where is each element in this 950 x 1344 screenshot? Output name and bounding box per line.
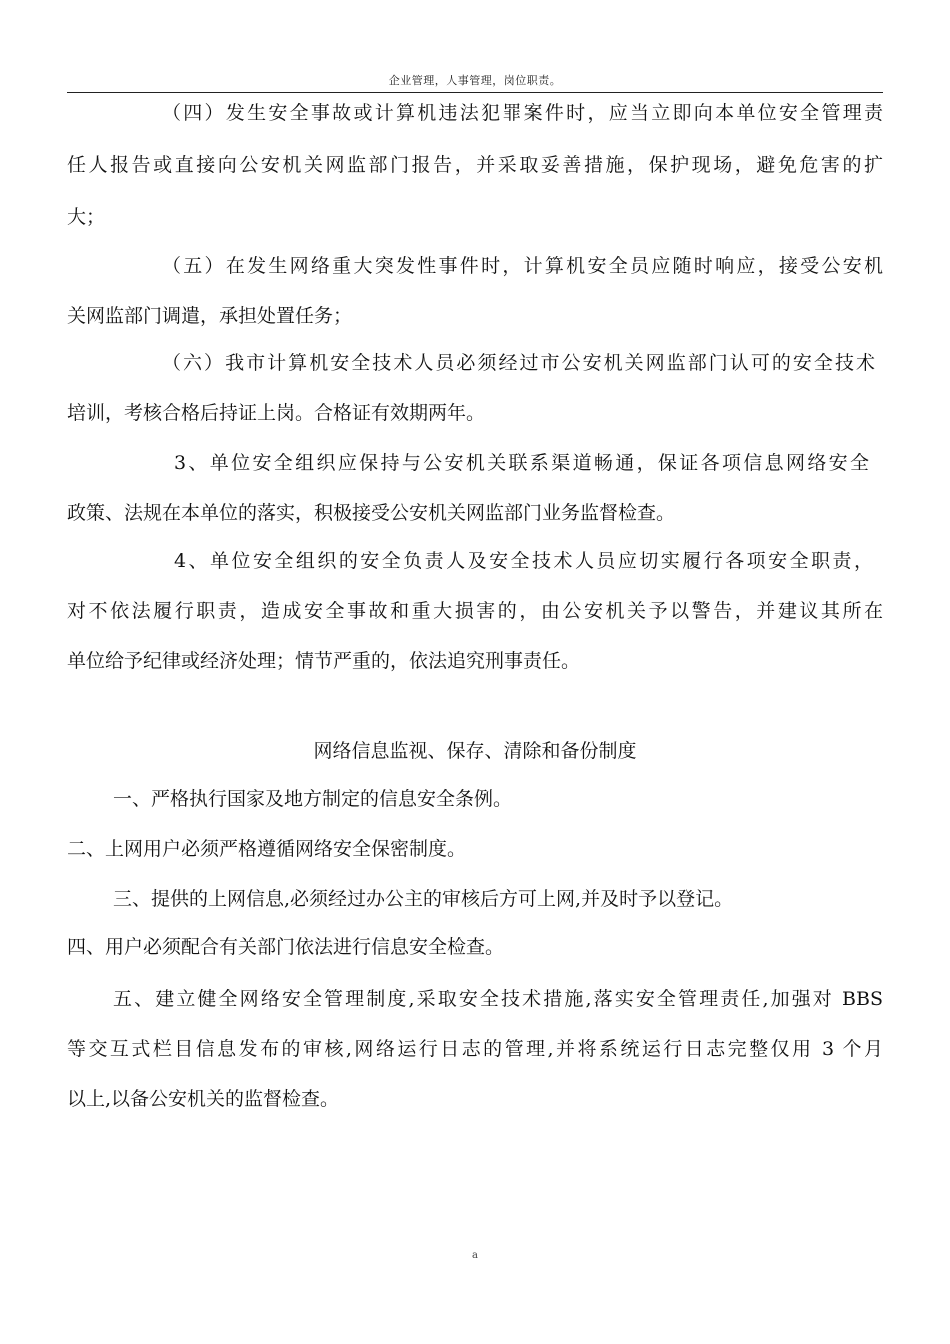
section-item-2: 二、上网用户必须严格遵循网络安全保密制度。 (67, 838, 467, 860)
paragraph-3-line-1: 3、单位安全组织应保持与公安机关联系渠道畅通，保证各项信息网络安全 (174, 452, 869, 474)
paragraph-5-line-2: 关网监部门调遣，承担处置任务； (67, 305, 353, 327)
paragraph-4-num-line-3: 单位给予纪律或经济处理；情节严重的，依法追究刑事责任。 (67, 650, 581, 672)
paragraph-3-line-2: 政策、法规在本单位的落实，积极接受公安机关网监部门业务监督检查。 (67, 502, 676, 524)
section-item-3: 三、提供的上网信息,必须经过办公主的审核后方可上网,并及时予以登记。 (113, 888, 734, 910)
paragraph-4-line-2: 任人报告或直接向公安机关网监部门报告，并采取妥善措施，保护现场，避免危害的扩 (67, 154, 883, 176)
paragraph-6-line-2: 培训，考核合格后持证上岗。合格证有效期两年。 (67, 402, 486, 424)
section-item-1: 一、严格执行国家及地方制定的信息安全条例。 (113, 788, 513, 810)
section-title: 网络信息监视、保存、清除和备份制度 (313, 740, 637, 762)
paragraph-4-line-3: 大； (67, 206, 106, 228)
paragraph-5-line-1: （五）在发生网络重大突发性事件时，计算机安全员应随时响应，接受公安机 (162, 255, 883, 277)
page-header: 企业管理，人事管理，岗位职责。 (388, 74, 562, 87)
document-body (67, 0, 883, 1344)
section-item-5-line-3: 以上,以备公安机关的监督检查。 (67, 1088, 340, 1110)
paragraph-4-num-line-2: 对不依法履行职责，造成安全事故和重大损害的，由公安机关予以警告，并建议其所在 (67, 600, 883, 622)
paragraph-4-num-line-1: 4、单位安全组织的安全负责人及安全技术人员应切实履行各项安全职责， (174, 550, 873, 572)
section-item-5-line-1: 五、建立健全网络安全管理制度,采取安全技术措施,落实安全管理责任,加强对 BBS (113, 988, 883, 1010)
page-footer: a (472, 1250, 478, 1261)
paragraph-6-line-1: （六）我市计算机安全技术人员必须经过市公安机关网监部门认可的安全技术 (162, 352, 875, 374)
section-item-5-line-2: 等交互式栏目信息发布的审核,网络运行日志的管理,并将系统运行日志完整仅用 3 个月 (67, 1038, 883, 1060)
section-item-4: 四、用户必须配合有关部门依法进行信息安全检查。 (67, 936, 505, 958)
paragraph-4-line-1: （四）发生安全事故或计算机违法犯罪案件时，应当立即向本单位安全管理责 (162, 102, 883, 124)
